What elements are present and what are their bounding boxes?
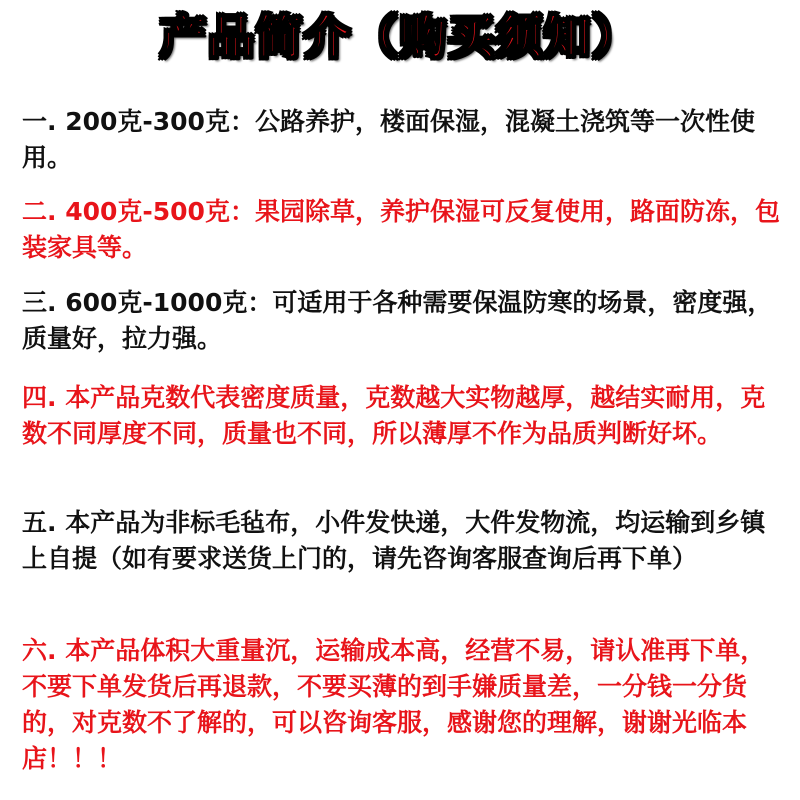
page-title: 产品简介（购买须知）: [160, 10, 640, 64]
notice-item-6: 六. 本产品体积大重量沉，运输成本高，经营不易，请认准再下单，不要下单发货后再退款，不要买薄的到手嫌质量差，一分钱一分货的，对克数不了解的，可以咨询客服，感谢您的理解，谢谢光临本店！！！: [22, 636, 766, 773]
notice-item-1: 一. 200克-300克：公路养护，楼面保湿，混凝土浇筑等一次性使用。: [22, 107, 755, 172]
notice-item-4: 四. 本产品克数代表密度质量，克数越大实物越厚，越结实耐用，克数不同厚度不同，质量也不同，所以薄厚不作为品质判断好坏。: [22, 383, 766, 448]
notice-item-5: 五. 本产品为非标毛毡布，小件发快递，大件发物流，均运输到乡镇上自提（如有要求送货上门的，请先咨询客服查询后再下单）: [22, 508, 766, 573]
notice-item-3: 三. 600克-1000克：可适用于各种需要保温防寒的场景，密度强，质量好，拉力强。: [22, 288, 773, 353]
notice-item-2: 二. 400克-500克：果园除草，养护保湿可反复使用，路面防冻，包装家具等。: [22, 197, 780, 262]
